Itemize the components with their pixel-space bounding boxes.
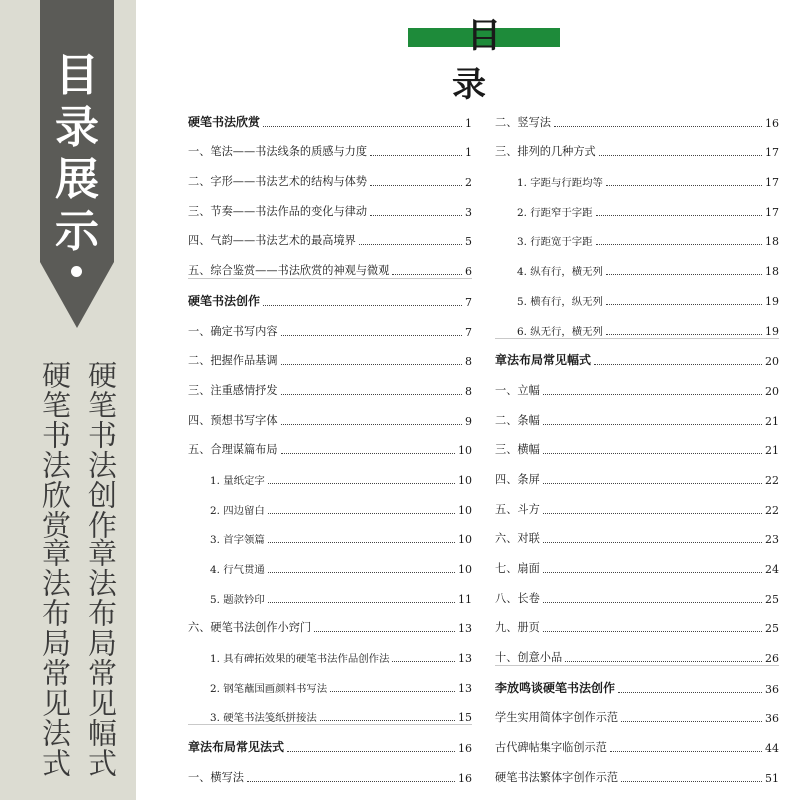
toc-entry-page: 13 bbox=[458, 652, 472, 666]
toc-leader-dots bbox=[268, 541, 455, 543]
toc-entry-label: 十、创意小品 bbox=[495, 651, 563, 665]
toc-leader-dots bbox=[330, 690, 455, 692]
toc-entry-label: 2. 四边留白 bbox=[210, 504, 265, 517]
toc-entry[interactable] bbox=[188, 635, 472, 665]
toc-entry[interactable] bbox=[188, 606, 472, 636]
toc-entry[interactable] bbox=[495, 576, 779, 606]
toc-entry-page: 17 bbox=[765, 176, 779, 190]
toc-leader-dots bbox=[263, 125, 462, 127]
toc-entry-page: 10 bbox=[458, 563, 472, 576]
toc-entry[interactable] bbox=[495, 159, 779, 189]
toc-entry[interactable] bbox=[188, 665, 472, 695]
toc-entry-page: 22 bbox=[765, 473, 779, 487]
toc-entry[interactable] bbox=[495, 725, 779, 755]
toc-leader-dots bbox=[606, 303, 762, 305]
toc-entry[interactable] bbox=[495, 487, 779, 517]
toc-entry-label: 3. 硬笔书法笺纸拼接法 bbox=[210, 712, 317, 725]
toc-leader-dots bbox=[281, 363, 462, 365]
toc-entry-label: 三、排列的几种方式 bbox=[495, 145, 596, 159]
sidebar-column-2 bbox=[38, 360, 72, 540]
toc-entry[interactable] bbox=[495, 368, 779, 398]
toc-entry-page: 20 bbox=[765, 355, 779, 369]
toc-entry-page: 20 bbox=[765, 384, 779, 398]
sidebar-tab bbox=[40, 0, 114, 328]
toc-leader-dots bbox=[268, 512, 455, 514]
toc-leader-dots bbox=[281, 393, 462, 395]
toc-entry-label: 5. 题款钤印 bbox=[210, 593, 265, 606]
toc-entry-label: 1. 具有碑拓效果的硬笔书法作品创作法 bbox=[210, 653, 390, 666]
toc-left-column bbox=[188, 100, 472, 785]
toc-entry[interactable] bbox=[188, 309, 472, 339]
toc-entry-page: 7 bbox=[465, 325, 472, 339]
toc-entry-label: 六、硬笔书法创作小窍门 bbox=[188, 621, 312, 635]
toc-entry-page: 25 bbox=[765, 592, 779, 606]
toc-entry-label: 4. 纵有行，横无列 bbox=[517, 266, 603, 279]
toc-entry-page: 18 bbox=[765, 235, 779, 249]
toc-leader-dots bbox=[268, 601, 455, 603]
toc-leader-dots bbox=[543, 482, 762, 484]
sidebar-column-text: 硬笔书法欣赏 bbox=[38, 360, 72, 540]
toc-leader-dots bbox=[594, 363, 762, 365]
toc-leader-dots bbox=[370, 184, 462, 186]
toc-entry[interactable] bbox=[495, 546, 779, 576]
toc-entry[interactable] bbox=[188, 219, 472, 249]
toc-entry-label: 三、注重感情抒发 bbox=[188, 383, 278, 397]
toc-entry-label: 四、预想书写字体 bbox=[188, 413, 278, 427]
toc-entry-label: 硬笔书法繁体字创作示范 bbox=[495, 770, 619, 784]
toc-leader-dots bbox=[543, 393, 762, 395]
toc-leader-dots bbox=[543, 601, 762, 603]
toc-entry[interactable] bbox=[495, 635, 779, 665]
toc-entry-label: 七、扇面 bbox=[495, 562, 540, 575]
toc-entry-page: 7 bbox=[465, 295, 472, 309]
toc-entry-page: 10 bbox=[458, 444, 472, 458]
toc-leader-dots bbox=[247, 780, 455, 782]
sidebar-column-text: 章法布局常见幅式 bbox=[84, 538, 118, 778]
toc-entry[interactable] bbox=[495, 219, 779, 249]
toc-entry[interactable] bbox=[188, 576, 472, 606]
toc-entry-label: 硬笔书法欣赏 bbox=[188, 114, 261, 129]
toc-leader-dots bbox=[392, 660, 455, 662]
toc-entry-page: 44 bbox=[765, 742, 779, 756]
toc-entry-page: 25 bbox=[765, 622, 779, 636]
toc-leader-dots bbox=[618, 691, 762, 693]
toc-leader-dots bbox=[621, 720, 762, 722]
toc-entry-label: 3. 首字领篇 bbox=[210, 534, 265, 547]
toc-entry-page: 8 bbox=[465, 355, 472, 369]
toc-leader-dots bbox=[621, 780, 762, 782]
toc-entry-page: 1 bbox=[465, 146, 472, 160]
toc-entry[interactable] bbox=[495, 398, 779, 428]
toc-leader-dots bbox=[596, 243, 762, 245]
tab-title: 目录展示 bbox=[55, 50, 99, 257]
toc-entry[interactable] bbox=[495, 130, 779, 160]
toc-entry[interactable] bbox=[495, 755, 779, 785]
toc-entry-label: 硬笔书法创作 bbox=[188, 293, 261, 308]
sidebar-column-3 bbox=[84, 538, 118, 778]
toc-entry-page: 9 bbox=[465, 414, 472, 428]
toc-entry-label: 一、笔法——书法线条的质感与力度 bbox=[188, 145, 368, 159]
toc-leader-dots bbox=[610, 750, 762, 752]
sidebar bbox=[0, 0, 136, 800]
toc-entry[interactable] bbox=[495, 457, 779, 487]
toc-entry-page: 2 bbox=[465, 176, 472, 190]
page-title bbox=[408, 16, 560, 105]
toc-right-column bbox=[495, 100, 779, 785]
toc-leader-dots bbox=[281, 452, 455, 454]
toc-entry[interactable] bbox=[495, 428, 779, 458]
toc-entry-label: 三、节奏——书法作品的变化与律动 bbox=[188, 204, 368, 218]
toc-entry[interactable] bbox=[188, 755, 472, 785]
toc-entry-label: 古代碑帖集字临创示范 bbox=[495, 741, 607, 755]
sidebar-column-4 bbox=[38, 538, 72, 778]
toc-entry-label: 1. 字距与行距均等 bbox=[517, 177, 603, 190]
toc-entry-label: 一、确定书写内容 bbox=[188, 324, 278, 338]
toc-entry[interactable] bbox=[188, 159, 472, 189]
toc-entry-label: 六、对联 bbox=[495, 532, 540, 546]
toc-entry-page: 11 bbox=[458, 592, 472, 606]
toc-entry-page: 26 bbox=[765, 652, 779, 666]
toc-entry-page: 10 bbox=[458, 473, 472, 487]
toc-entry-label: 五、合理谋篇布局 bbox=[188, 443, 278, 457]
toc-entry-label: 学生实用简体字创作示范 bbox=[495, 711, 619, 725]
toc-entry-label: 1. 量纸定字 bbox=[210, 474, 265, 487]
toc-entry[interactable] bbox=[188, 130, 472, 160]
toc-entry-page: 3 bbox=[465, 205, 472, 219]
toc-entry[interactable] bbox=[495, 517, 779, 547]
toc-entry-page: 22 bbox=[765, 503, 779, 517]
toc-entry[interactable] bbox=[188, 189, 472, 219]
toc-entry[interactable] bbox=[188, 248, 472, 278]
toc-entry[interactable] bbox=[495, 338, 779, 369]
toc-entry[interactable] bbox=[495, 665, 779, 696]
tab-dot bbox=[71, 266, 82, 277]
toc-entry-page: 18 bbox=[765, 265, 779, 279]
page-title-text: 目录 bbox=[452, 16, 531, 105]
toc-entry-page: 36 bbox=[765, 682, 779, 696]
toc-entry-page: 16 bbox=[458, 742, 472, 756]
toc-entry-page: 23 bbox=[765, 533, 779, 547]
toc-leader-dots bbox=[543, 452, 762, 454]
toc-entry-label: 五、斗方 bbox=[495, 502, 540, 516]
toc-entry-page: 19 bbox=[765, 294, 779, 308]
toc-leader-dots bbox=[287, 750, 455, 752]
toc-entry[interactable] bbox=[188, 724, 472, 755]
toc-entry-page: 36 bbox=[765, 712, 779, 726]
toc-leader-dots bbox=[359, 243, 462, 245]
toc-entry-page: 5 bbox=[465, 235, 472, 249]
toc-leader-dots bbox=[606, 273, 762, 275]
toc-entry-label: 五、综合鉴赏——书法欣赏的神观与微观 bbox=[188, 264, 390, 278]
toc-entry[interactable] bbox=[188, 546, 472, 576]
toc-entry-page: 10 bbox=[458, 533, 472, 547]
toc-entry-label: 二、竖写法 bbox=[495, 115, 551, 129]
toc-entry-label: 章法布局常见法式 bbox=[188, 740, 285, 755]
toc-leader-dots bbox=[543, 571, 762, 573]
toc-entry-label: 5. 横有行，纵无列 bbox=[517, 295, 603, 308]
toc-entry-page: 16 bbox=[458, 771, 472, 785]
toc-entry-label: 4. 行气贯通 bbox=[210, 564, 265, 576]
toc-entry-label: 四、气韵——书法艺术的最高境界 bbox=[188, 234, 356, 248]
toc-entry[interactable] bbox=[495, 308, 779, 338]
toc-entry-label: 一、立幅 bbox=[495, 383, 540, 397]
toc-leader-dots bbox=[543, 512, 762, 514]
sidebar-column-1 bbox=[84, 360, 118, 540]
toc-entry-page: 21 bbox=[765, 414, 779, 428]
toc-leader-dots bbox=[543, 630, 762, 632]
toc-leader-dots bbox=[370, 154, 462, 156]
toc-leader-dots bbox=[606, 184, 762, 186]
toc-leader-dots bbox=[596, 214, 762, 216]
toc-entry[interactable] bbox=[188, 278, 472, 309]
toc-entry-label: 二、字形——书法艺术的结构与体势 bbox=[188, 175, 368, 189]
toc-entry[interactable] bbox=[495, 696, 779, 726]
toc-entry[interactable] bbox=[495, 100, 779, 130]
sidebar-column-text: 硬笔书法创作 bbox=[84, 360, 118, 540]
toc-entry-label: 八、长卷 bbox=[495, 591, 540, 605]
toc-leader-dots bbox=[370, 214, 462, 216]
toc-leader-dots bbox=[543, 423, 762, 425]
toc-entry-label: 九、册页 bbox=[495, 621, 540, 635]
toc-entry-page: 13 bbox=[458, 622, 472, 636]
toc-leader-dots bbox=[320, 719, 455, 721]
toc-leader-dots bbox=[268, 482, 455, 484]
toc-entry-page: 15 bbox=[458, 711, 472, 725]
toc-leader-dots bbox=[392, 273, 462, 275]
toc-entry-page: 24 bbox=[765, 563, 779, 576]
toc-entry-label: 6. 纵无行，横无列 bbox=[517, 325, 603, 338]
toc-leader-dots bbox=[565, 660, 762, 662]
toc-entry[interactable] bbox=[188, 398, 472, 428]
toc-leader-dots bbox=[599, 154, 762, 156]
toc-entry[interactable] bbox=[188, 368, 472, 398]
toc-leader-dots bbox=[281, 334, 462, 336]
toc-leader-dots bbox=[268, 571, 455, 573]
toc-entry[interactable] bbox=[188, 695, 472, 725]
toc-entry-page: 8 bbox=[465, 384, 472, 398]
toc-entry[interactable] bbox=[495, 248, 779, 278]
toc-entry[interactable] bbox=[188, 428, 472, 458]
toc-entry-page: 16 bbox=[765, 116, 779, 130]
toc-entry-label: 一、横写法 bbox=[188, 770, 244, 784]
toc-entry-page: 17 bbox=[765, 205, 779, 219]
toc-entry-page: 10 bbox=[458, 503, 472, 517]
toc-entry-label: 四、条屏 bbox=[495, 472, 540, 486]
toc-entry-page: 13 bbox=[458, 681, 472, 695]
toc-leader-dots bbox=[606, 333, 762, 335]
toc-leader-dots bbox=[554, 125, 762, 127]
toc-entry[interactable] bbox=[495, 189, 779, 219]
toc-entry-label: 李放鸣谈硬笔书法创作 bbox=[495, 680, 616, 695]
toc-leader-dots bbox=[263, 304, 462, 306]
toc-entry[interactable] bbox=[188, 457, 472, 487]
toc-entry[interactable] bbox=[188, 100, 472, 130]
toc-entry[interactable] bbox=[495, 278, 779, 308]
toc-entry-label: 3. 行距宽于字距 bbox=[517, 236, 593, 249]
toc-leader-dots bbox=[281, 423, 462, 425]
toc-entry-page: 17 bbox=[765, 146, 779, 160]
toc-entry-label: 三、横幅 bbox=[495, 443, 540, 457]
toc-entry-page: 1 bbox=[465, 116, 472, 130]
toc-entry[interactable] bbox=[188, 487, 472, 517]
toc-entry-label: 章法布局常见幅式 bbox=[495, 353, 592, 368]
toc-leader-dots bbox=[543, 541, 762, 543]
toc-entry-label: 2. 行距窄于字距 bbox=[517, 206, 593, 219]
toc-entry[interactable] bbox=[495, 606, 779, 636]
toc-entry-page: 21 bbox=[765, 444, 779, 458]
toc-entry-label: 2. 钢笔蘸国画颜料书写法 bbox=[210, 682, 328, 695]
toc-entry[interactable] bbox=[188, 339, 472, 369]
toc-entry-page: 6 bbox=[465, 265, 472, 279]
toc-entry-page: 51 bbox=[765, 771, 779, 785]
toc-leader-dots bbox=[314, 630, 455, 632]
toc-entry-label: 二、条幅 bbox=[495, 413, 540, 427]
toc-entry[interactable] bbox=[188, 517, 472, 547]
toc-entry-page: 19 bbox=[765, 324, 779, 338]
toc-entry-label: 二、把握作品基调 bbox=[188, 354, 278, 368]
sidebar-column-text: 章法布局常见法式 bbox=[38, 538, 72, 778]
